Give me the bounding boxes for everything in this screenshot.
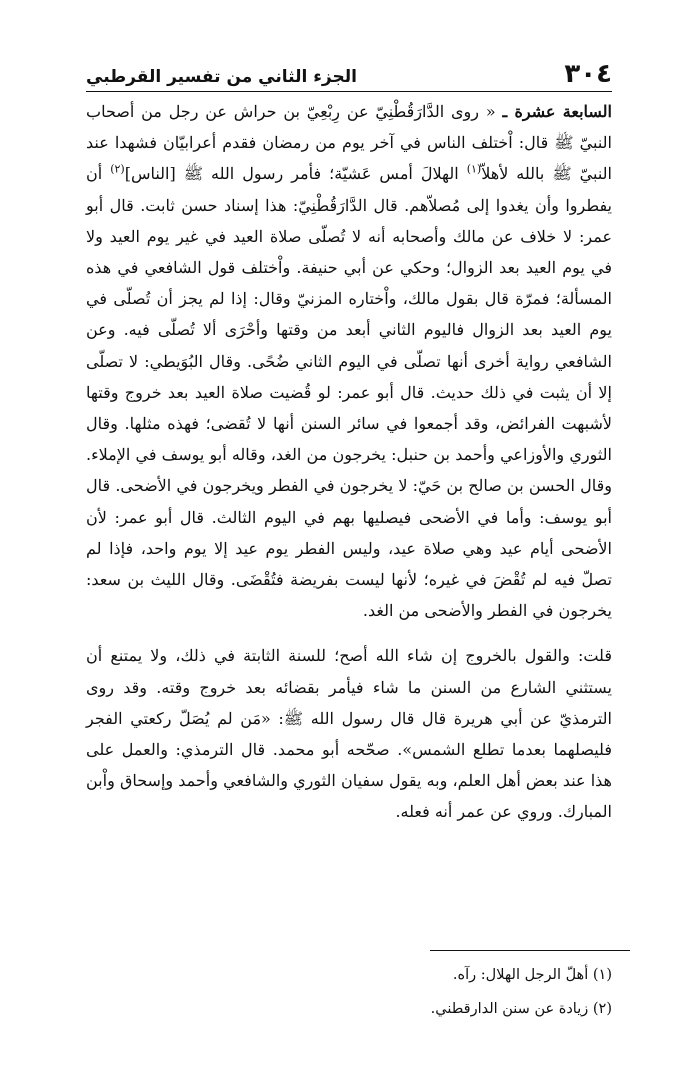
paragraph-1-text-c: أن يفطروا وأن يغدوا إلى مُصلاّهم. قال الدَّارَقُطْنِيّ: هذا إسناد حسن ثابت. قال أبو عمر: لا خلاف عن مالك وأصحابه أنه لا تُصلّى صلاة العيد في غير يوم العيد ولا في يوم العيد بعد الزوال؛ وحكي عن أبي حنيفة. واْختلف قول الشافعي في هذه المسألة؛ فمرّة قال بقول مالك، واْختاره المزنيّ وقال: إذا لم يجز أن تُصلّى في يوم العيد بعد الزوال فاليوم الثاني أبعد من وقتها وأحْرَى ألا تُصلّى فيه. وعن الشافعي رواية أخرى أنها تصلّى في اليوم الثاني ضُحًى. وقال البُوَيطي: لا تصلّى إلا أن يثبت في ذلك حديث. قال أبو عمر: لو قُضيت صلاة العيد بعد خروج وقتها لأشبهت الفرائض، وقد أجمعوا في سائر السنن أنها لا تُقضى؛ فهذه مثلها. وقال الثوري والأوزاعي وأحمد بن حنبل: يخرجون من الغد، وقاله أبو يوسف في الإملاء. وقال الحسن بن صالح بن حَيّ: لا يخرجون في الفطر ويخرجون في الأضحى. قال أبو يوسف: وأما في الأضحى فيصليها بهم في اليوم الثالث. قال أبو عمر: لأن الأضحى أيام عيد وهي صلاة عيد، وليس الفطر يوم عيد إلا يوم واحد، فإذا لم تصلّ فيه لم تُقْضَ في غيره؛ لأنها ليست بفريضة فتُقْضَى. وقال الليث بن سعد: يخرجون في الفطر والأضحى من الغد. — [86, 164, 613, 621]
footnote-2 — [86, 992, 612, 1026]
footnote-2-number: (٢) — [592, 1001, 612, 1017]
footnote-1 — [86, 958, 612, 992]
footnote-1-number: (١) — [592, 967, 612, 983]
footnotes — [86, 958, 612, 1026]
footnote-ref-1[interactable]: (١) — [466, 163, 482, 177]
running-header — [86, 52, 612, 92]
running-title: الجزء الثاني من تفسير القرطبي — [86, 67, 357, 87]
paragraph-1-text-a: « روى الدَّارَقُطْنِيّ عن رِبْعِيّ بن حراش عن رجل من أصحاب النبيّ ﷺ قال: اْختلف الناس في آخر يوم من رمضان فقدم أعرابيّان فشهدا عند النبيّ ﷺ بالله لأهلاّ — [86, 102, 612, 184]
main-text — [86, 96, 612, 828]
page-number: ٣٠٤ — [564, 59, 612, 89]
paragraph-2: قلت: والقول بالخروج إن شاء الله أصح؛ للسنة الثابتة في ذلك، ولا يمتنع أن يستثني الشارع من السنن ما شاء فيأمر بقضائه بعد خروج وقته. وقد روى الترمذيّ عن أبي هريرة قال قال رسول الله ﷺ: «مَن لم يُصَلّ ركعتي الفجر فليصلهما بعدما تطلع الشمس». صحّحه أبو محمد. قال الترمذي: والعمل على هذا عند بعض أهل العلم، وبه يقول سفيان الثوري والشافعي وأحمد وإسحاق واْبن المبارك. وروي عن عمر أنه فعله. — [86, 646, 612, 822]
footnote-1-text: أهلّ الرجل الهلال: رآه. — [452, 967, 589, 983]
footnote-ref-2[interactable]: (٢) — [110, 163, 125, 177]
footnote-divider — [430, 950, 630, 951]
paragraph-1 — [86, 96, 612, 626]
footnote-2-text: زيادة عن سنن الدارقطني. — [430, 1001, 589, 1017]
paragraph-1-text-b: الهلالَ أمس عَشيّة؛ فأمر رسول الله ﷺ [الناس] — [124, 164, 459, 184]
section-lead: السابعة عشرة ـ — [502, 102, 613, 121]
